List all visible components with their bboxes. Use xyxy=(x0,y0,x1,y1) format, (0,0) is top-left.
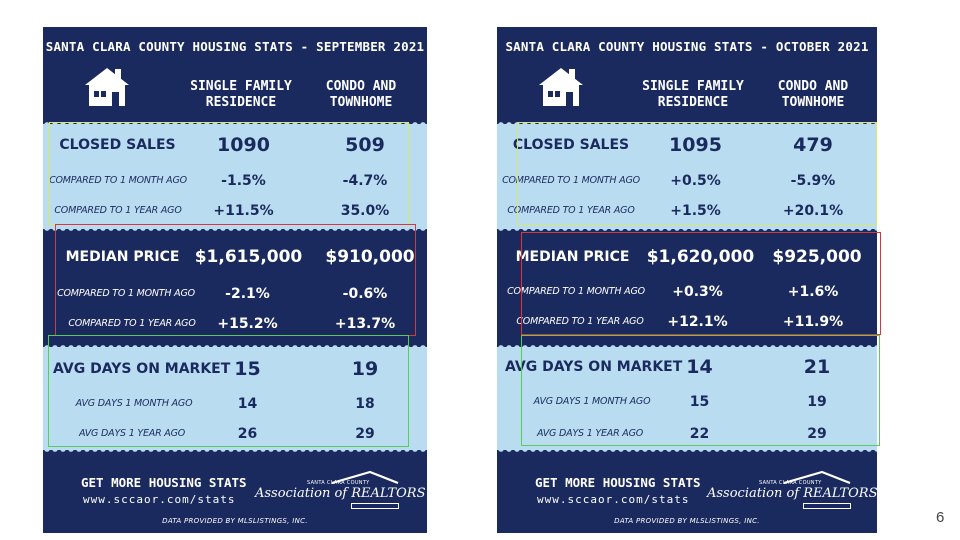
single-family-value: 26 xyxy=(237,426,258,442)
get-more-stats-text: GET MORE HOUSING STATS xyxy=(535,475,701,490)
comparison-label: COMPARED TO 1 MONTH AGO xyxy=(507,286,645,297)
condo-value: $925,000 xyxy=(772,247,862,267)
realtors-logo xyxy=(707,470,877,512)
house-icon xyxy=(533,65,589,109)
single-family-value: 15 xyxy=(234,358,261,380)
single-family-value: +0.5% xyxy=(670,173,721,189)
single-family-value: +12.1% xyxy=(667,314,728,330)
closed-sales-month-row xyxy=(497,166,877,196)
days-month-row xyxy=(497,387,877,417)
comparison-label: COMPARED TO 1 MONTH AGO xyxy=(49,175,187,186)
single-family-value: -1.5% xyxy=(221,173,266,189)
column-head-single-family: SINGLE FAMILY RESIDENCE xyxy=(190,79,292,110)
logo-established-plate xyxy=(803,503,851,509)
condo-value: 35.0% xyxy=(340,203,390,219)
closed-sales-year-row xyxy=(497,196,877,226)
condo-value: 479 xyxy=(793,134,833,156)
comparison-label: AVG DAYS 1 YEAR AGO xyxy=(78,428,186,439)
condo-value: -5.9% xyxy=(790,173,836,189)
comparison-label: COMPARED TO 1 MONTH AGO xyxy=(502,175,640,186)
days-year-row xyxy=(497,419,877,449)
condo-value: 19 xyxy=(351,358,379,380)
condo-value: -4.7% xyxy=(342,173,388,189)
logo-small-text: SANTA CLARA COUNTY xyxy=(307,480,370,486)
condo-value: +11.9% xyxy=(782,314,844,330)
condo-value: 21 xyxy=(803,356,831,378)
single-family-value: 22 xyxy=(689,426,710,442)
housing-stats-card-september xyxy=(43,27,427,533)
card-title: SANTA CLARA COUNTY HOUSING STATS - OCTOBER 2021 xyxy=(505,39,869,54)
column-head-condo: CONDO AND TOWNHOME xyxy=(325,79,397,110)
condo-value: 19 xyxy=(807,394,827,410)
single-family-value: $1,620,000 xyxy=(646,247,755,267)
comparison-label: COMPARED TO 1 YEAR AGO xyxy=(507,205,635,216)
median-price-year-row xyxy=(43,309,427,339)
logo-small-text: SANTA CLARA COUNTY xyxy=(759,480,822,486)
condo-value: +1.6% xyxy=(787,284,839,300)
logo-established-plate xyxy=(351,503,399,509)
days-on-market-section xyxy=(497,347,877,450)
column-head-condo: CONDO AND TOWNHOME xyxy=(777,79,849,110)
days-on-market-row xyxy=(497,351,877,383)
median-price-row xyxy=(43,241,427,273)
condo-value: +13.7% xyxy=(334,316,396,332)
single-family-value: +1.5% xyxy=(670,203,721,219)
column-head-single-family: SINGLE FAMILY RESIDENCE xyxy=(642,79,744,110)
comparison-label: AVG DAYS 1 YEAR AGO xyxy=(536,428,644,439)
single-family-value: 1095 xyxy=(669,134,722,156)
single-family-value: -2.1% xyxy=(225,286,270,302)
single-family-value: 14 xyxy=(237,396,258,412)
closed-sales-row xyxy=(497,129,877,161)
comparison-label: COMPARED TO 1 MONTH AGO xyxy=(57,288,195,299)
data-source-note: DATA PROVIDED BY MLSLISTINGS, INC. xyxy=(614,517,760,525)
metric-label: CLOSED SALES xyxy=(59,137,176,153)
condo-value: $910,000 xyxy=(325,247,415,267)
median-price-year-row xyxy=(497,307,877,337)
comparison-label: AVG DAYS 1 MONTH AGO xyxy=(533,396,651,407)
logo-main-text: Association of REALTORS xyxy=(255,486,426,501)
days-month-row xyxy=(43,389,427,419)
data-source-note: DATA PROVIDED BY MLSLISTINGS, INC. xyxy=(162,517,308,525)
housing-stats-card-october xyxy=(497,27,877,533)
median-price-section xyxy=(43,237,427,341)
single-family-value: 1090 xyxy=(217,134,270,156)
metric-label: MEDIAN PRICE xyxy=(515,249,630,265)
logo-main-text: Association of REALTORS xyxy=(707,486,877,501)
median-price-section xyxy=(497,237,877,341)
comparison-label: COMPARED TO 1 YEAR AGO xyxy=(516,316,644,327)
realtors-logo xyxy=(255,470,426,512)
condo-value: 509 xyxy=(345,134,385,156)
closed-sales-month-row xyxy=(43,166,427,196)
house-icon xyxy=(79,65,135,109)
median-price-row xyxy=(497,241,877,273)
condo-value: -0.6% xyxy=(342,286,388,302)
closed-sales-section xyxy=(497,124,877,229)
stats-url: www.sccaor.com/stats xyxy=(537,493,690,506)
condo-value: 18 xyxy=(355,396,375,412)
metric-label: AVG DAYS ON MARKET xyxy=(53,361,231,377)
single-family-value: +11.5% xyxy=(213,203,274,219)
single-family-value: $1,615,000 xyxy=(194,247,303,267)
condo-value: 29 xyxy=(807,426,827,442)
get-more-stats-text: GET MORE HOUSING STATS xyxy=(81,475,247,490)
single-family-value: 14 xyxy=(686,356,713,378)
days-on-market-section xyxy=(43,347,427,450)
closed-sales-section xyxy=(43,124,427,229)
condo-value: +20.1% xyxy=(782,203,844,219)
single-family-value: +15.2% xyxy=(217,316,278,332)
metric-label: CLOSED SALES xyxy=(512,137,630,153)
median-price-month-row xyxy=(43,279,427,309)
metric-label: MEDIAN PRICE xyxy=(65,249,180,265)
median-price-month-row xyxy=(497,277,877,307)
page-number: 6 xyxy=(936,509,945,526)
metric-label: AVG DAYS ON MARKET xyxy=(505,359,683,375)
stats-url: www.sccaor.com/stats xyxy=(83,493,236,506)
condo-value: 29 xyxy=(355,426,375,442)
closed-sales-row xyxy=(43,129,427,161)
comparison-label: COMPARED TO 1 YEAR AGO xyxy=(68,318,196,329)
card-title: SANTA CLARA COUNTY HOUSING STATS - SEPTEMBER 2021 xyxy=(45,39,425,54)
single-family-value: +0.3% xyxy=(672,284,723,300)
comparison-label: COMPARED TO 1 YEAR AGO xyxy=(54,205,182,216)
comparison-label: AVG DAYS 1 MONTH AGO xyxy=(75,398,193,409)
days-on-market-row xyxy=(43,353,427,385)
days-year-row xyxy=(43,419,427,449)
closed-sales-year-row xyxy=(43,196,427,226)
single-family-value: 15 xyxy=(689,394,710,410)
